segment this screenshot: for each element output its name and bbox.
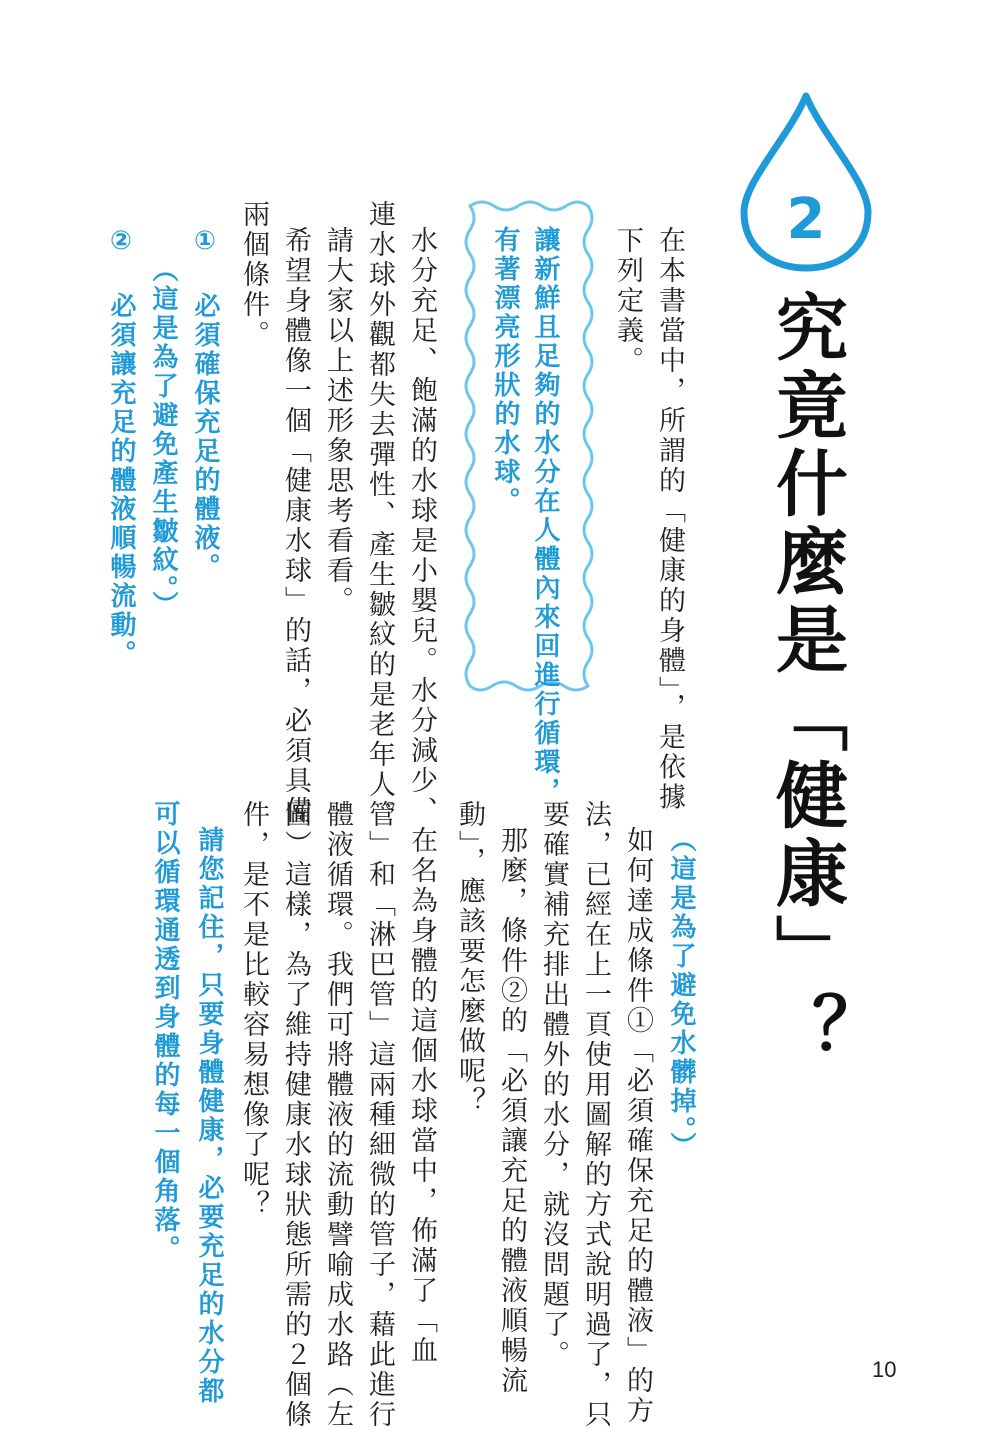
summary-line-1: 請您記住，只要身體健康，必要充足的水分都 <box>194 826 224 1406</box>
chapter-title: 究竟什麼是「健康」？ <box>764 290 848 1070</box>
paragraph-3-line-1: 希望身體像一個「健康水球」的話，必須具備 <box>280 226 311 826</box>
definition-line-1: 讓新鮮且足夠的水分在人體內來回進行循環， <box>530 226 560 806</box>
chapter-number: 2 <box>786 187 826 252</box>
water-drop-icon <box>736 90 876 275</box>
lower-paragraph-1-line-3: 要確實補充排出體外的水分，就沒問題了。 <box>538 800 569 1370</box>
lower-paragraph-2-line-2: 動」，應該要怎麼做呢？ <box>454 800 485 1117</box>
paragraph-1-line-1: 水分充足、飽滿的水球是小嬰兒。水分減少、 <box>406 226 437 826</box>
condition-2-note: （這是為了避免水髒掉。） <box>666 826 696 1161</box>
summary-line-2: 可以循環通透到身體的每一個角落。 <box>150 800 180 1264</box>
paragraph-1-line-2: 連水球外觀都失去彈性、產生皺紋的是老年人。 <box>364 200 395 830</box>
lower-paragraph-2-line-1: 那麼，條件②的「必須讓充足的體液順暢流 <box>496 826 527 1396</box>
lower-paragraph-3-line-3: 體液循環。我們可將體液的流動譬喻成水路（左 <box>322 800 353 1430</box>
lower-paragraph-3-line-4: 圖）這樣，為了維持健康水球狀態所需的２個條 <box>280 800 311 1430</box>
condition-1: ① 必須確保充足的體液。 <box>190 226 220 582</box>
paragraph-3-line-2: 兩個條件。 <box>238 200 269 350</box>
condition-1-note: （這是為了避免產生皺紋。） <box>148 256 178 620</box>
definition-line-2: 有著漂亮形狀的水球。 <box>490 226 520 516</box>
intro-line-1: 在本書當中，所謂的「健康的身體」，是依據 <box>654 226 685 813</box>
paragraph-2-line-1: 請大家以上述形象思考看看。 <box>322 226 353 616</box>
lower-paragraph-1-line-1: 如何達成條件①「必須確保充足的體液」的方 <box>622 826 653 1426</box>
lower-paragraph-3-line-1: 在名為身體的這個水球當中，佈滿了「血 <box>406 826 437 1366</box>
lower-paragraph-1-line-2: 法，已經在上一頁使用圖解的方式說明過了，只 <box>580 800 611 1430</box>
definition-box-frame <box>462 196 596 696</box>
intro-line-2: 下列定義。 <box>612 226 643 376</box>
condition-2: ② 必須讓充足的體液順暢流動。 <box>106 226 136 669</box>
page-number: 10 <box>872 1357 897 1382</box>
lower-paragraph-3-line-5: 件，是不是比較容易想像了呢？ <box>238 800 269 1220</box>
lower-paragraph-3-line-2: 管」和「淋巴管」這兩種細微的管子，藉此進行 <box>364 800 395 1430</box>
